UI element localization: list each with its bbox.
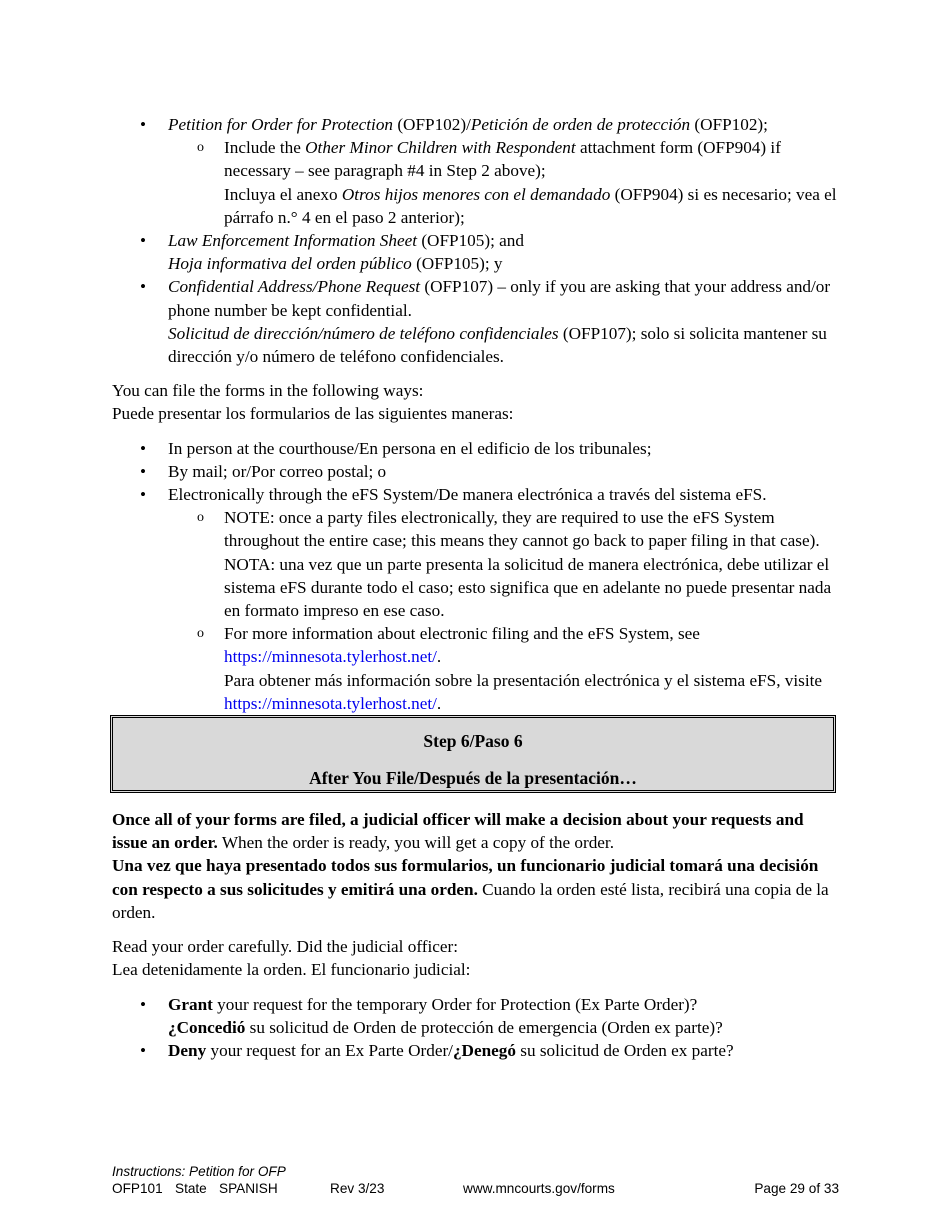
footer-language: SPANISH [219,1181,278,1196]
decision-list [112,993,842,1063]
sub-list-item [197,506,842,622]
footer-revision: Rev 3/23 [330,1181,385,1196]
footer-form-number: OFP101 [112,1181,163,1196]
footer-page-number: Page 29 of 33 [754,1181,839,1196]
step-title: Step 6/Paso 6 [423,731,523,752]
form-title-es: Petición de orden de protección [470,115,691,134]
file-ways-list [112,437,842,715]
sub-item-es: Incluya el anexo Otros hijos menores con el demandado (OFP904) si es necesario; vea el párrafo n.° 4 en el paso 2 anterior); [224,184,837,227]
note-es: NOTA: una vez que un parte presenta la solicitud de manera electrónica, debe utilizar el sistema eFS durante todo el caso; esto significa que en adelante no puede presentar nada en formato impreso en ese caso. [224,554,832,621]
sub-list-item [197,136,842,229]
bullet-icon: • [140,438,147,458]
list-item: • Law Enforcement Information Sheet (OFP105); and Hoja informativa del orden público (OFP105); y [140,231,524,274]
read-order-en: Read your order carefully. Did the judicial officer: [112,937,458,957]
forms-list [112,113,842,368]
file-ways-intro-es: Puede presentar los formularios de las siguientes maneras: [112,404,514,424]
file-ways-intro-en: You can file the forms in the following ways: [112,381,424,401]
bullet-icon: • [140,461,147,481]
list-item: • Grant your request for the temporary Order for Protection (Ex Parte Order)? ¿Concedió su solicitud de Orden de protección de emergencia (Orden ex parte)? [140,994,723,1037]
page-content [112,113,842,1062]
page-footer [112,1163,839,1197]
note-en: NOTE: once a party files electronically, they are required to use the eFS System throughout the entire case; this means they cannot go back to paper filing in that case). [224,508,820,551]
list-item: • Electronically through the eFS System/De manera electrónica a través del sistema eFS. o NOTE: once a party files electronically, they are required to use the eFS System throughout the entire case; this means they cannot go back to paper filing in that case). NOTA: una vez que un parte presenta la solicitud de manera electrónica, debe utilizar el sistema eFS durante todo el caso; esto significa que en adelante no puede presentar nada en formato impreso en ese caso. o For more information about electronic filing and the eFS System, see https://minnesota.tylerhost.net/. Para obtener más información sobre la presentación electrónica y el sistema eFS, visite https://minnesota.tylerhost.net/. [168,483,842,715]
sub-bullet-icon: o [197,140,204,156]
sub-bullet-icon: o [197,626,204,642]
list-item: • Petition for Order for Protection (OFP102)/Petición de orden de protección (OFP102); o Include the Other Minor Children with Respondent attachment form (OFP904) if necessary – see paragraph #4 in Step 2 above); Incluya el anexo Otros hijos menores con el demandado (OFP904) si es necesario; vea el párrafo n.° 4 en el paso 2 anterior); [168,113,842,229]
footer-title: Instructions: Petition for OFP [112,1164,286,1179]
bullet-icon: • [140,485,147,505]
list-item: • Confidential Address/Phone Request (OFP107) – only if you are asking that your address and/or phone number be kept confidential. Solicitud de dirección/número de teléfono confidenciales (OFP107); solo si solicita mantener su dirección y/o número de teléfono confidenciales. [140,277,831,367]
footer-state: State [175,1181,207,1196]
step-subtitle: After You File/Después de la presentación… [309,768,637,789]
efs-link-es[interactable]: https://minnesota.tylerhost.net/ [224,693,437,713]
list-item: • Deny your request for an Ex Parte Order/¿Denegó su solicitud de Orden ex parte? [168,1039,842,1062]
list-item: • In person at the courthouse/En persona en el edificio de los tribunales; [168,437,842,460]
footer-url: www.mncourts.gov/forms [463,1181,615,1196]
efs-link[interactable]: https://minnesota.tylerhost.net/ [224,647,437,667]
sub-list [168,506,842,715]
footer-row [112,1180,839,1197]
sub-item-en: Include the Other Minor Children with Respondent attachment form (OFP904) if necessary – see paragraph #4 in Step 2 above); [224,138,781,181]
form-title: Confidential Address/Phone Request [168,277,421,297]
after-filing-es: Una vez que haya presentado todos sus formularios, un funcionario judicial tomará una decisión con respecto a sus solicitudes y emitirá una orden. Cuando la orden esté lista, recibirá una copia de la orden. [112,856,829,922]
bullet-icon: • [140,994,147,1014]
form-title: Petition for Order for Protection [168,115,394,134]
step-header-box [110,715,836,793]
sub-bullet-icon: o [197,510,204,526]
bullet-icon: • [140,115,147,134]
read-order-es: Lea detenidamente la orden. El funcionario judicial: [112,960,471,980]
form-title-es: Solicitud de dirección/número de teléfono confidenciales [168,323,559,343]
info-en: For more information about electronic filing and the eFS System, see https://minnesota.tylerhost.net/. [224,624,700,667]
bullet-icon: • [140,231,147,251]
form-title: Law Enforcement Information Sheet [168,231,418,251]
list-item: • By mail; or/Por correo postal; o [168,460,842,483]
sub-list-item [197,622,842,715]
after-filing-en: Once all of your forms are filed, a judicial officer will make a decision about your requests and issue an order. When the order is ready, you will get a copy of the order. [112,810,804,853]
bullet-icon: • [140,1040,147,1060]
sub-list [168,136,842,229]
info-es: Para obtener más información sobre la presentación electrónica y el sistema eFS, visite https://minnesota.tylerhost.net/. [224,670,823,713]
bullet-icon: • [140,277,147,297]
form-title-es: Hoja informativa del orden público [168,254,412,274]
